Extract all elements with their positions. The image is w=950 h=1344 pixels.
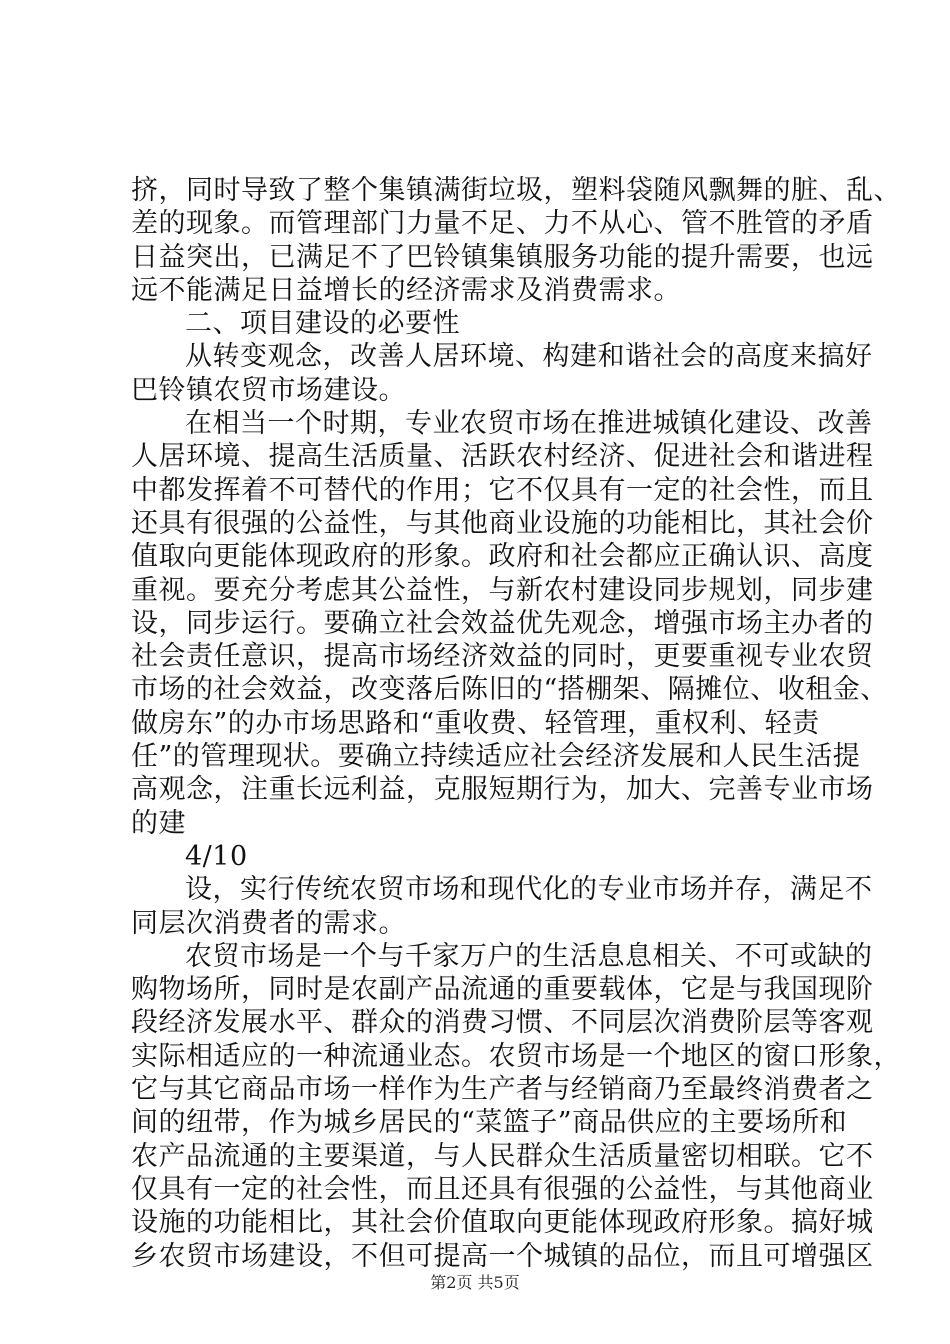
text-line: 中都发挥着不可替代的作用；它不仅具有一定的社会性，而且 [131,474,874,506]
text-line: 它与其它商品市场一样作为生产者与经销商乃至最终消费者之 [131,1074,874,1106]
text-line: 同层次消费者的需求。 [131,907,406,939]
page-footer [0,1273,950,1293]
page-number: 第2页 共5页 [430,1273,520,1292]
text-line: 重视。要充分考虑其公益性，与新农村建设同步规划，同步建 [131,574,874,606]
text-line: 挤，同时导致了整个集镇满街垃圾，塑料袋随风飘舞的脏、乱、 [131,175,901,206]
text-line: 设，实行传统农贸市场和现代化的专业市场并存，满足不 [185,874,873,906]
text-line: 社会责任意识，提高市场经济效益的同时，更要重视专业农贸 [131,641,874,673]
text-line: 农贸市场是一个与千家万户的生活息息相关、不可或缺的 [185,940,873,972]
text-line: 日益突出，已满足不了巴铃镇集镇服务功能的提升需要，也远 [131,241,874,273]
text-line: 间的纽带，作为城乡居民的“菜篮子”商品供应的主要场所和 [131,1107,848,1139]
text-line: 设施的功能相比，其社会价值取向更能体现政府形象。搞好城 [131,1207,874,1239]
document-body [131,174,901,1273]
text-line: 高观念，注重长远利益，克服短期行为，加大、完善专业市场 [131,774,874,806]
text-line: 还具有很强的公益性，与其他商业设施的功能相比，其社会价 [131,507,874,539]
inline-page-marker: 4/10 [185,840,248,872]
text-line: 段经济发展水平、群众的消费习惯、不同层次消费阶层等客观 [131,1007,874,1039]
text-line: 购物场所，同时是农副产品流通的重要载体，它是与我国现阶 [131,974,874,1006]
text-line: 远不能满足日益增长的经济需求及消费需求。 [131,274,681,306]
text-line: 差的现象。而管理部门力量不足、力不从心、管不胜管的矛盾 [131,208,874,240]
text-line: 市场的社会效益，改变落后陈旧的“搭棚架、隔摊位、收租金、 [131,674,888,706]
text-line: 人居环境、提高生活质量、活跃农村经济、促进社会和谐进程 [131,441,874,473]
text-line: 任”的管理现状。要确立持续适应社会经济发展和人民生活提 [131,741,861,773]
text-line: 做房东”的办市场思路和“重收费、轻管理，重权利、轻责 [131,707,820,739]
text-line: 仅具有一定的社会性，而且还具有很强的公益性，与其他商业 [131,1173,874,1205]
text-line: 值取向更能体现政府的形象。政府和社会都应正确认识、高度 [131,541,874,573]
section-heading: 二、项目建设的必要性 [185,308,460,340]
text-line: 设，同步运行。要确立社会效益优先观念，增强市场主办者的 [131,607,874,639]
text-line: 农产品流通的主要渠道，与人民群众生活质量密切相联。它不 [131,1140,874,1172]
text-line: 的建 [131,807,186,839]
text-line: 实际相适应的一种流通业态。农贸市场是一个地区的窗口形象， [131,1040,901,1072]
text-line: 从转变观念，改善人居环境、构建和谐社会的高度来搞好 [185,341,873,373]
text-line: 乡农贸市场建设，不但可提高一个城镇的品位，而且可增强区 [131,1240,874,1272]
text-line: 巴铃镇农贸市场建设。 [131,374,406,406]
text-line: 在相当一个时期，专业农贸市场在推进城镇化建设、改善 [185,408,873,440]
